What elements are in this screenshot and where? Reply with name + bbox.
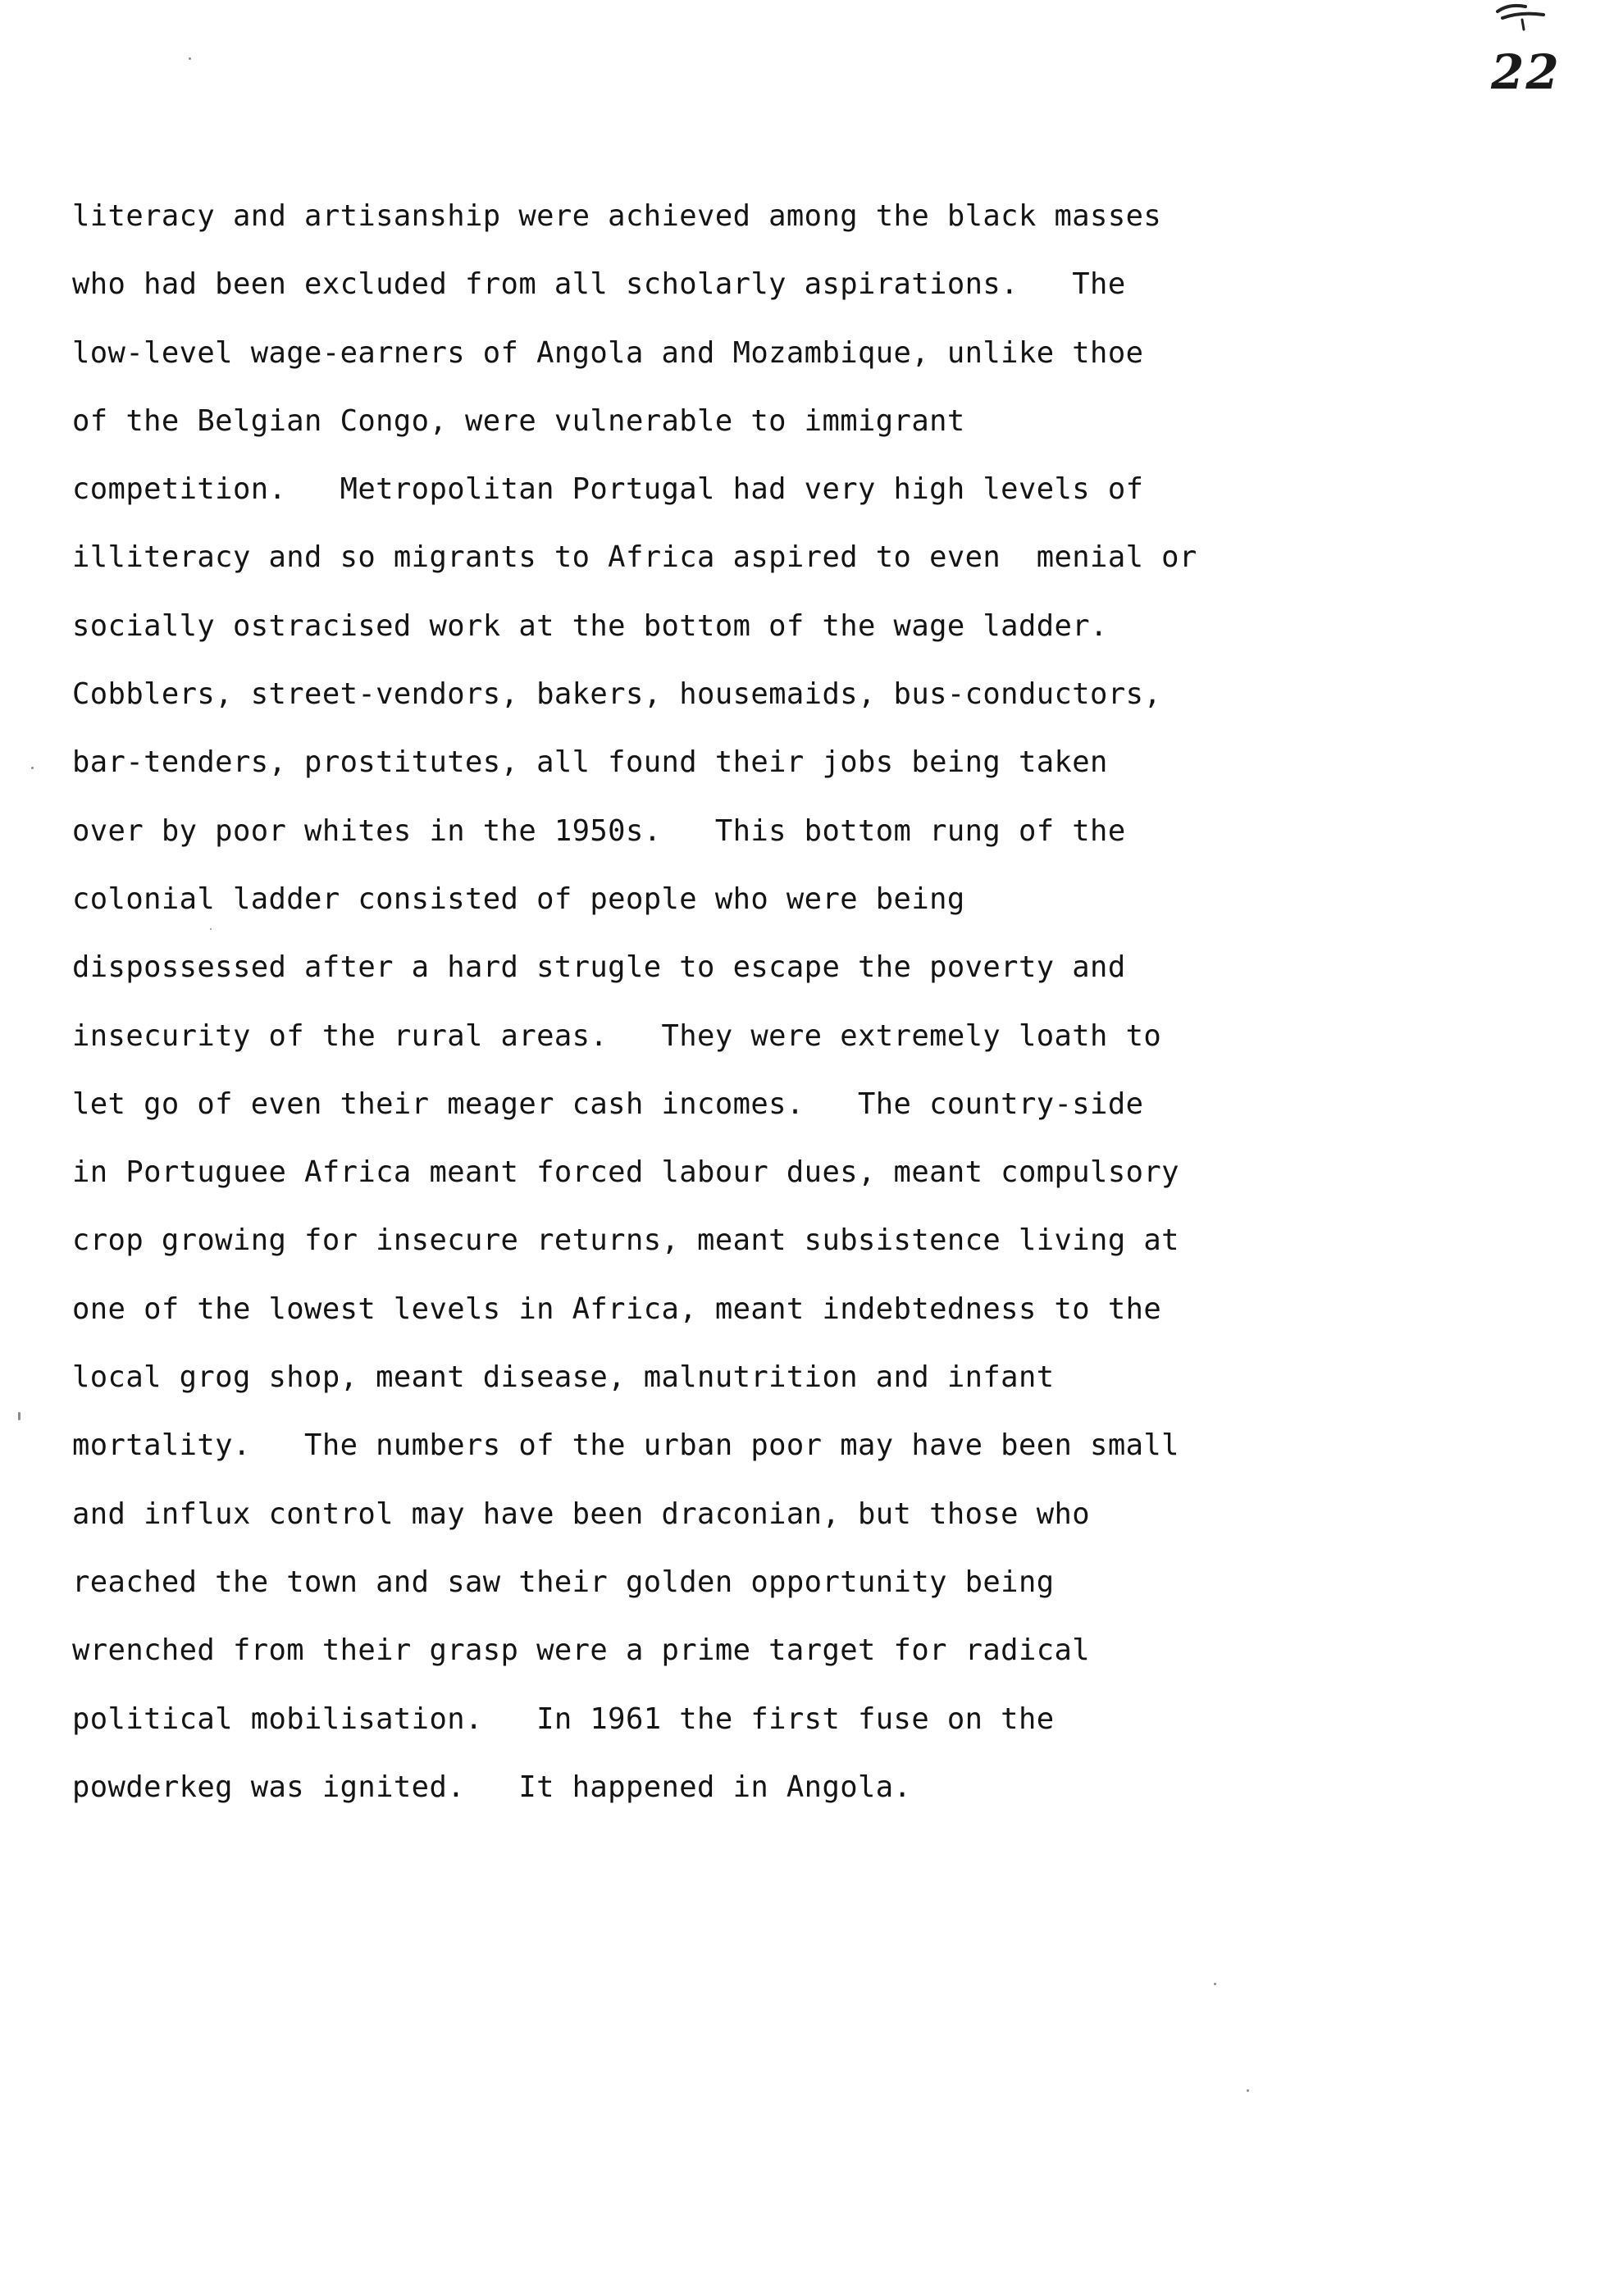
page-number: 22 [1491,44,1561,100]
text-line: powderkeg was ignited. It happened in Angola. [72,1770,912,1804]
scan-speck [189,57,191,60]
text-line: wrenched from their grasp were a prime target for radical [72,1633,1091,1668]
text-line: of the Belgian Congo, were vulnerable to immigrant [72,403,965,438]
handwritten-mark-icon [1493,0,1558,33]
scan-speck [210,928,212,930]
scan-speck [1214,1983,1216,1985]
text-line: let go of even their meager cash incomes. The country-side [72,1086,1144,1121]
text-line: competition. Metropolitan Portugal had very high levels of [72,472,1144,507]
text-line: illiteracy and so migrants to Africa aspired to even menial or [72,540,1197,575]
scan-speck [1247,2089,1249,2092]
text-line: over by poor whites in the 1950s. This bottom rung of the [72,813,1126,848]
text-line: literacy and artisanship were achieved among the black masses [72,199,1162,233]
text-line: bar-tenders, prostitutes, all found their jobs being taken [72,745,1108,780]
text-line: Cobblers, street-vendors, bakers, housemaids, bus-conductors, [72,677,1162,712]
text-line: socially ostracised work at the bottom of the wage ladder. [72,608,1108,643]
text-line: low-level wage-earners of Angola and Mozambique, unlike thoe [72,335,1144,370]
text-line: local grog shop, meant disease, malnutrition and infant [72,1360,1055,1395]
text-line: reached the town and saw their golden opportunity being [72,1565,1055,1599]
scan-speck [31,767,34,769]
text-line: mortality. The numbers of the urban poor may have been small [72,1428,1179,1463]
text-line: political mobilisation. In 1961 the first fuse on the [72,1702,1055,1736]
body-text [72,194,1417,1833]
text-line: who had been excluded from all scholarly aspirations. The [72,267,1126,302]
text-line: dispossessed after a hard strugle to escape the poverty and [72,950,1126,985]
text-line: one of the lowest levels in Africa, meant indebtedness to the [72,1292,1162,1326]
text-line: insecurity of the rural areas. They were extremely loath to [72,1018,1162,1053]
text-line: crop growing for insecure returns, meant subsistence living at [72,1223,1179,1258]
text-line: in Portuguee Africa meant forced labour dues, meant compulsory [72,1155,1179,1190]
text-line: colonial ladder consisted of people who were being [72,882,965,916]
scan-speck [18,1412,21,1420]
text-line: and influx control may have been draconian, but those who [72,1496,1091,1531]
